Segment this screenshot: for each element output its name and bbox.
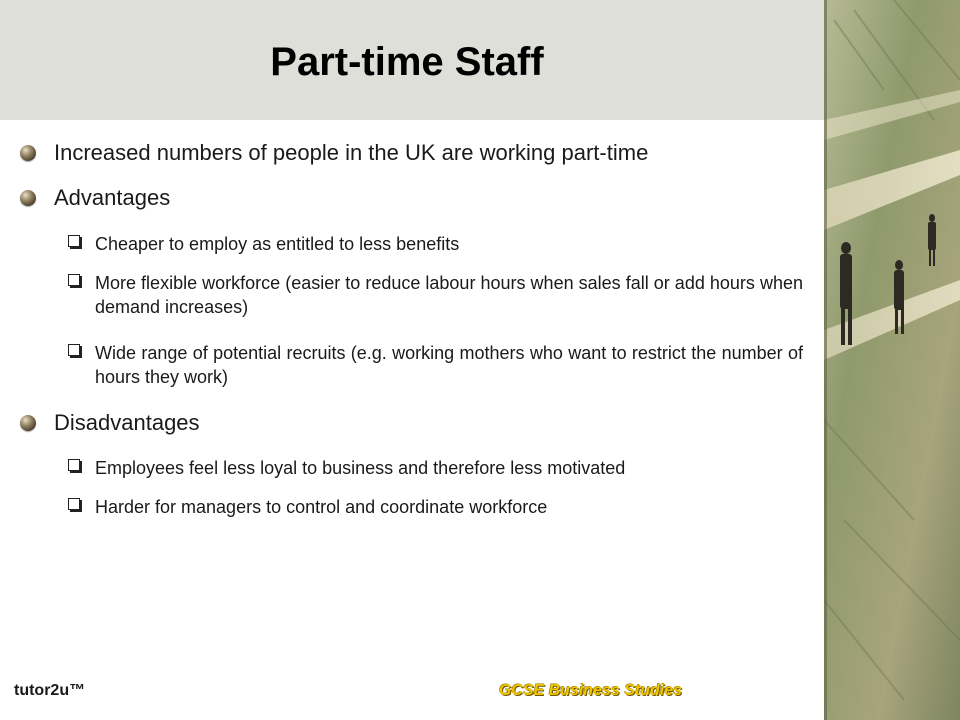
artwork-figures-icon: [824, 0, 960, 720]
bullet-text: Increased numbers of people in the UK are working part-time: [54, 140, 649, 165]
checkbox-bullet-icon: [68, 459, 80, 471]
footer-brand: tutor2u™: [14, 682, 86, 699]
sphere-bullet-icon: [20, 190, 36, 206]
sub-bullet-text: Harder for managers to control and coordinate workforce: [95, 497, 548, 517]
footer-course: GCSE Business Studies: [498, 682, 682, 699]
sub-bullet-text: More flexible workforce (easier to reduce labour hours when sales fall or add hours when demand increases): [95, 273, 803, 317]
sub-bullet-text: Employees feel less loyal to business and therefore less motivated: [95, 458, 626, 478]
checkbox-bullet-icon: [68, 235, 80, 247]
checkbox-bullet-icon: [68, 344, 80, 356]
checkbox-bullet-icon: [68, 274, 80, 286]
title-bar: [0, 0, 824, 120]
sub-bullet-text: Cheaper to employ as entitled to less benefits: [95, 234, 460, 254]
bullet-text: Disadvantages: [54, 410, 200, 435]
sphere-bullet-icon: [20, 415, 36, 431]
slide-title: Part-time Staff: [270, 40, 544, 84]
decorative-artwork: [824, 0, 960, 720]
bullet-text: Advantages: [54, 185, 171, 210]
checkbox-bullet-icon: [68, 498, 80, 510]
sub-bullet-text: Wide range of potential recruits (e.g. working mothers who want to restrict the number of hours they work): [95, 343, 803, 387]
sphere-bullet-icon: [20, 145, 36, 161]
